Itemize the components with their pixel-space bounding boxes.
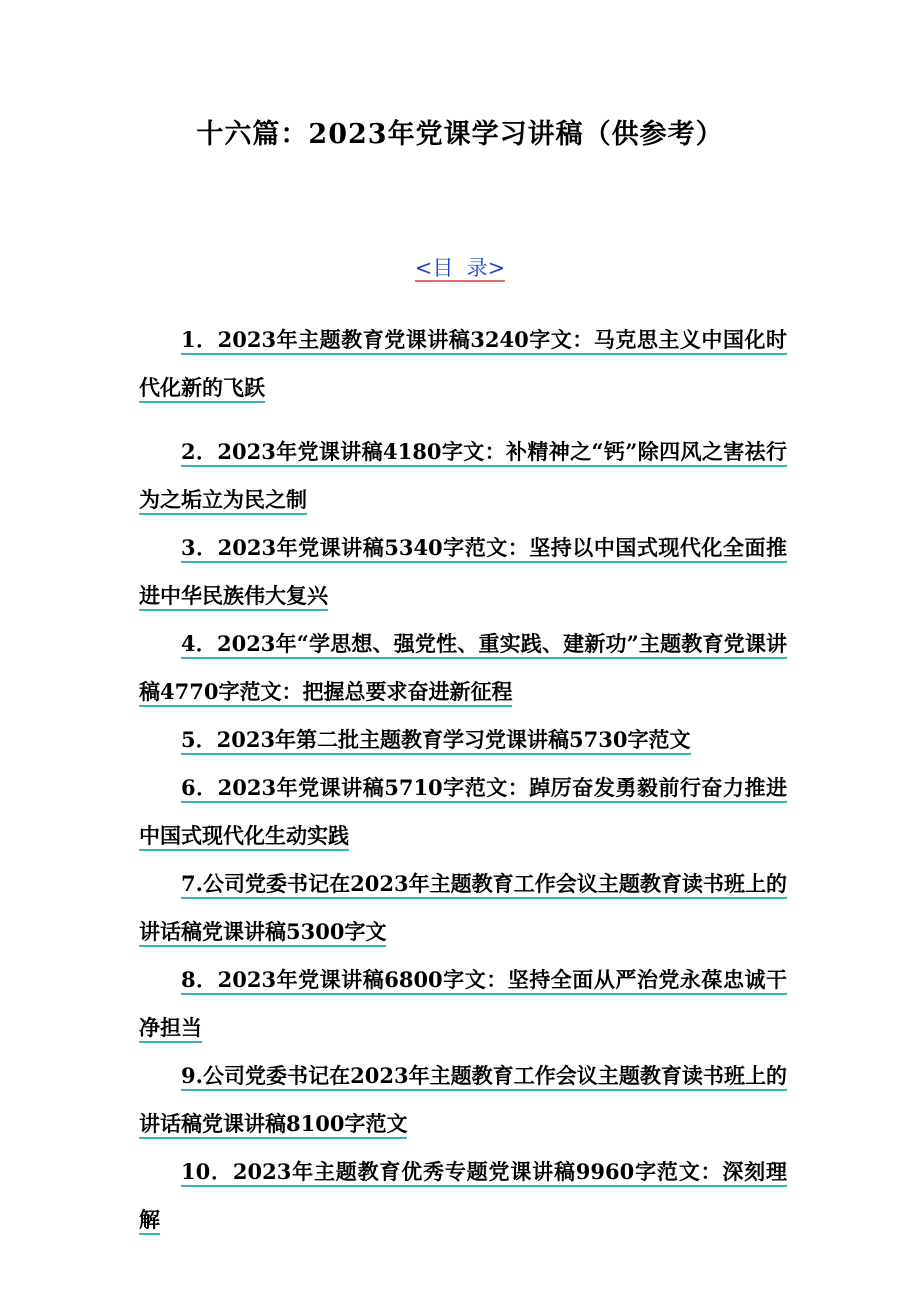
toc-link-5[interactable]: 5．2023年第二批主题教育学习党课讲稿5730字范文 (181, 727, 691, 755)
toc-link-7[interactable]: 7.公司党委书记在2023年主题教育工作会议主题教育读书班上的讲话稿党课讲稿5300字文 (139, 871, 787, 947)
toc-item (139, 764, 787, 860)
toc-item (139, 316, 787, 412)
toc-item (139, 524, 787, 620)
document-title: 十六篇：2023年党课学习讲稿（供参考） (196, 119, 724, 150)
toc-link-8[interactable]: 8．2023年党课讲稿6800字文：坚持全面从严治党永葆忠诚干净担当 (139, 967, 787, 1043)
toc-item (139, 428, 787, 524)
toc-heading (0, 252, 920, 282)
toc-list (139, 316, 787, 1244)
toc-link-2[interactable]: 2．2023年党课讲稿4180字文：补精神之“钙”除四风之害祛行为之垢立为民之制 (139, 439, 787, 515)
toc-item (139, 956, 787, 1052)
toc-link-1[interactable]: 1．2023年主题教育党课讲稿3240字文：马克思主义中国化时代化新的飞跃 (139, 327, 787, 403)
toc-item (139, 1148, 787, 1244)
toc-item (139, 860, 787, 956)
toc-link-6[interactable]: 6．2023年党课讲稿5710字范文：踔厉奋发勇毅前行奋力推进中国式现代化生动实践 (139, 775, 787, 851)
toc-link-9[interactable]: 9.公司党委书记在2023年主题教育工作会议主题教育读书班上的讲话稿党课讲稿8100字范文 (139, 1063, 787, 1139)
toc-link-4[interactable]: 4．2023年“学思想、强党性、重实践、建新功”主题教育党课讲稿4770字范文：把握总要求奋进新征程 (139, 631, 787, 707)
toc-item (139, 1052, 787, 1148)
toc-item (139, 716, 787, 764)
toc-link-3[interactable]: 3．2023年党课讲稿5340字范文：坚持以中国式现代化全面推进中华民族伟大复兴 (139, 535, 787, 611)
toc-item (139, 620, 787, 716)
toc-heading-link[interactable]: <目 录> (414, 256, 506, 280)
toc-link-10[interactable]: 10．2023年主题教育优秀专题党课讲稿9960字范文：深刻理解 (139, 1159, 787, 1235)
